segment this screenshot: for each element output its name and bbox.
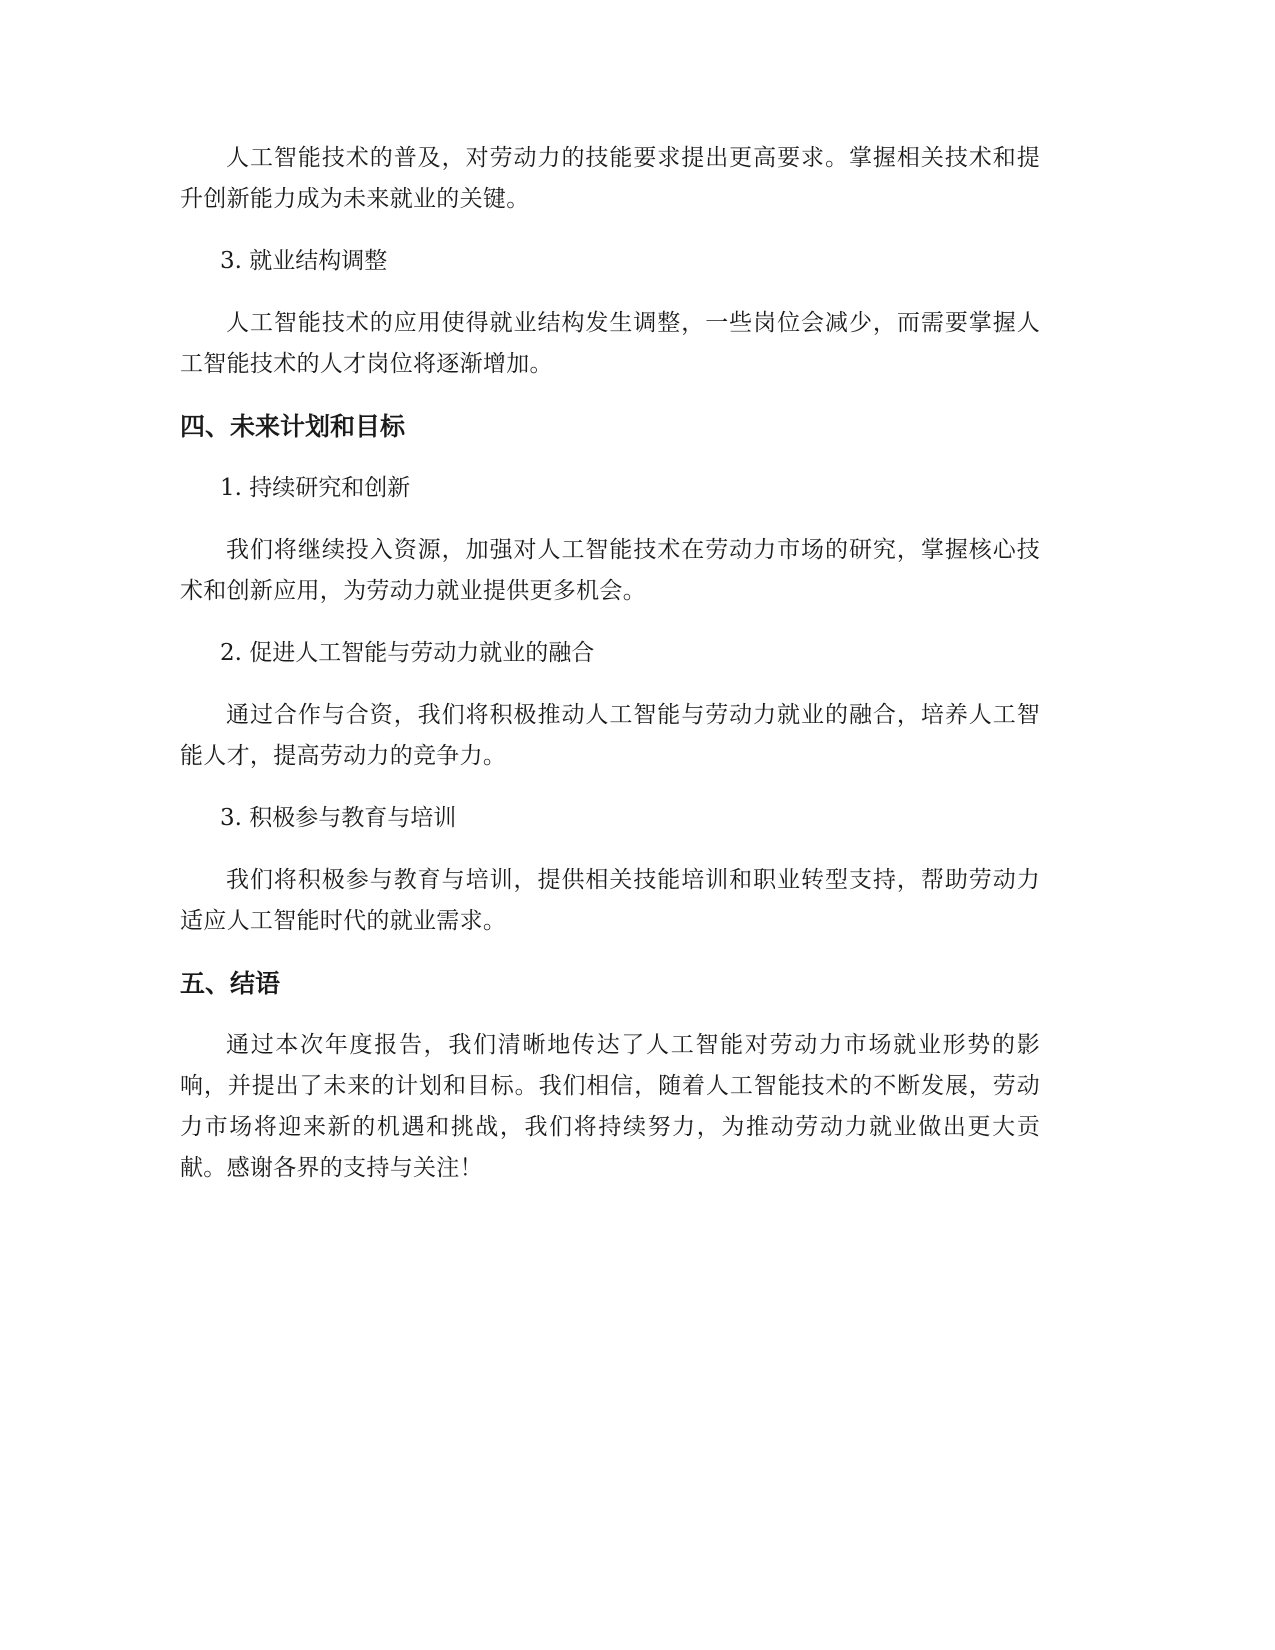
paragraph-skill-requirements: 人工智能技术的普及，对劳动力的技能要求提出更高要求。掌握相关技术和提升创新能力成为未来就业的关键。 [180, 145, 1040, 212]
section-heading-conclusion: 五、结语 [180, 969, 281, 998]
subsection-education-training: 3. 积极参与教育与培训 [220, 805, 457, 831]
paragraph-education-training: 我们将积极参与教育与培训，提供相关技能培训和职业转型支持，帮助劳动力适应人工智能时代的就业需求。 [180, 867, 1040, 934]
section-heading-future-plans: 四、未来计划和目标 [180, 412, 406, 441]
paragraph-research-innovation: 我们将继续投入资源，加强对人工智能技术在劳动力市场的研究，掌握核心技术和创新应用，为劳动力就业提供更多机会。 [180, 537, 1040, 604]
paragraph-conclusion: 通过本次年度报告，我们清晰地传达了人工智能对劳动力市场就业形势的影响，并提出了未来的计划和目标。我们相信，随着人工智能技术的不断发展，劳动力市场将迎来新的机遇和挑战，我们将持续努力，为推动劳动力就业做出更大贡献。感谢各界的支持与关注！ [180, 1032, 1040, 1181]
subsection-ai-employment-integration: 2. 促进人工智能与劳动力就业的融合 [220, 640, 595, 666]
document-page [180, 138, 1040, 1210]
subsection-employment-structure: 3. 就业结构调整 [220, 248, 388, 274]
paragraph-ai-employment-integration: 通过合作与合资，我们将积极推动人工智能与劳动力就业的融合，培养人工智能人才，提高劳动力的竞争力。 [180, 702, 1040, 769]
subsection-research-innovation: 1. 持续研究和创新 [220, 475, 411, 501]
paragraph-employment-structure: 人工智能技术的应用使得就业结构发生调整，一些岗位会减少，而需要掌握人工智能技术的人才岗位将逐渐增加。 [180, 310, 1040, 377]
